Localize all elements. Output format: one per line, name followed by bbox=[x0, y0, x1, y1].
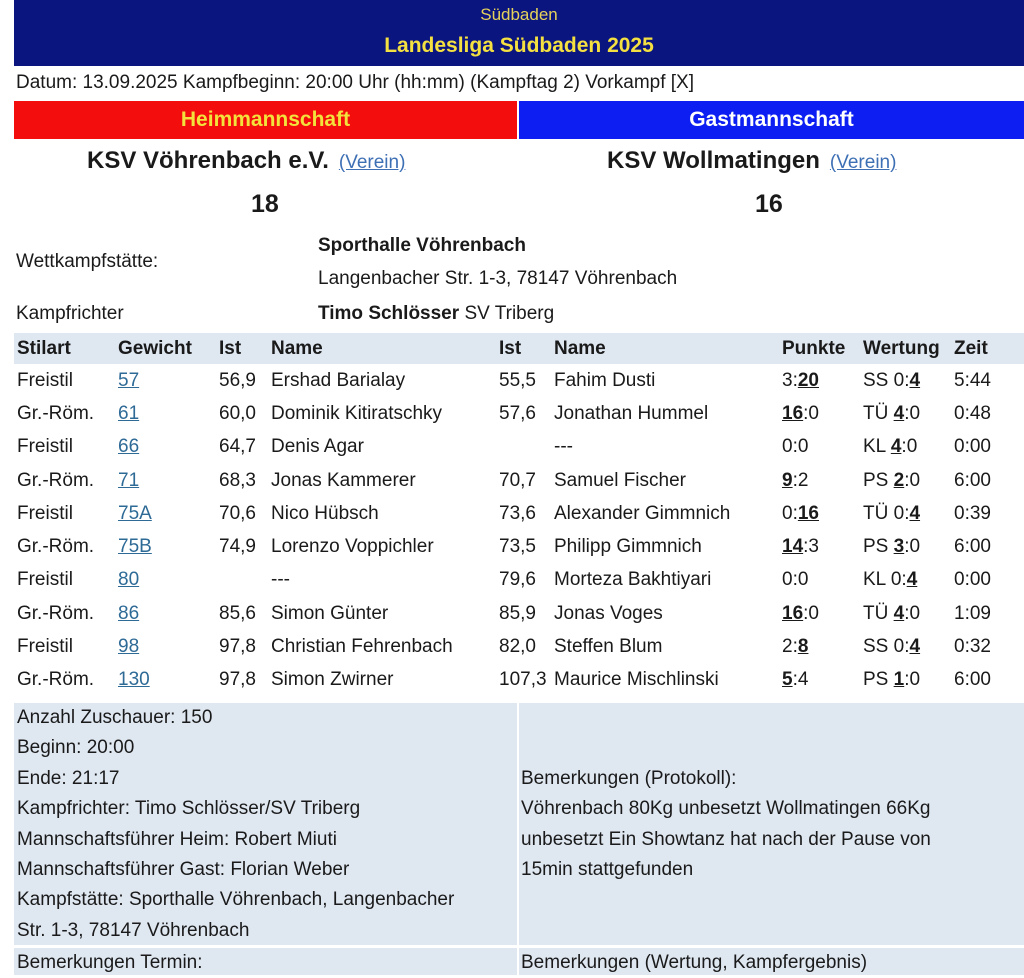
points-away: 3 bbox=[808, 536, 819, 558]
rating-type: KL bbox=[863, 569, 886, 591]
rating-away: 0 bbox=[909, 536, 921, 558]
rating-away: 0 bbox=[909, 669, 921, 691]
bout-weight-class bbox=[115, 630, 216, 663]
points-away: 4 bbox=[797, 669, 809, 691]
away-actual-weight: 73,6 bbox=[499, 502, 536, 524]
table-row bbox=[14, 530, 1024, 563]
weight-class-link[interactable]: 57 bbox=[118, 369, 140, 391]
bout-weight-class bbox=[115, 564, 216, 597]
rating-away: 0 bbox=[909, 402, 921, 424]
weight-class-link[interactable]: 86 bbox=[118, 602, 140, 624]
bout-weight-class bbox=[115, 464, 216, 497]
termin-remarks-label: Bemerkungen Termin: bbox=[17, 952, 203, 973]
points-home: 16 bbox=[782, 402, 804, 424]
bout-points: 0:0 bbox=[782, 436, 809, 458]
points-home: 3 bbox=[782, 369, 793, 391]
table-row bbox=[14, 564, 1024, 597]
bout-weight-class bbox=[115, 597, 216, 630]
bout-style: Freistil bbox=[17, 569, 73, 591]
away-club-link[interactable]: (Verein) bbox=[829, 152, 897, 173]
home-actual-weight: 85,6 bbox=[219, 602, 256, 624]
points-home: 9 bbox=[782, 469, 793, 491]
bout-rating: SS 0:4 bbox=[863, 636, 921, 658]
points-away: 8 bbox=[797, 636, 809, 658]
bout-points: 3:20 bbox=[782, 369, 819, 391]
away-team-header: Gastmannschaft bbox=[519, 101, 1024, 139]
home-wrestler-name: Simon Günter bbox=[271, 602, 389, 624]
bouts-table bbox=[14, 333, 1024, 697]
rating-home: 4 bbox=[893, 602, 905, 624]
protocol-remarks-line2: unbesetzt Ein Showtanz hat nach der Pause von bbox=[521, 828, 931, 850]
info-spectators: Anzahl Zuschauer: 150 bbox=[17, 707, 213, 728]
rating-away: 0 bbox=[909, 602, 921, 624]
away-actual-weight: 82,0 bbox=[499, 636, 536, 658]
points-home: 0 bbox=[782, 502, 793, 524]
bout-style: Gr.-Röm. bbox=[17, 536, 95, 558]
away-actual-weight: 85,9 bbox=[499, 602, 536, 624]
col-header-weight: Gewicht bbox=[115, 333, 216, 364]
referee-name: Timo Schlösser bbox=[318, 303, 460, 324]
away-actual-weight: 57,6 bbox=[499, 402, 536, 424]
weight-class-link[interactable]: 130 bbox=[118, 669, 150, 691]
away-wrestler-name: Steffen Blum bbox=[554, 636, 663, 658]
home-wrestler-name: Lorenzo Voppichler bbox=[271, 536, 434, 558]
home-team-header: Heimmannschaft bbox=[14, 101, 517, 139]
home-actual-weight: 97,8 bbox=[219, 636, 256, 658]
bout-style: Freistil bbox=[17, 636, 73, 658]
bout-points: 16:0 bbox=[782, 602, 819, 624]
rating-type: TÜ bbox=[863, 402, 889, 424]
bout-time: 0:00 bbox=[954, 569, 991, 591]
rating-home: 3 bbox=[893, 536, 905, 558]
termin-remarks-panel bbox=[14, 948, 517, 975]
col-header-weight-actual-home: Ist bbox=[216, 333, 268, 364]
points-away: 20 bbox=[797, 369, 819, 391]
rating-home: 0 bbox=[893, 636, 905, 658]
home-wrestler-name: Ershad Barialay bbox=[271, 369, 406, 391]
bout-weight-class bbox=[115, 364, 216, 397]
rating-type: TÜ bbox=[863, 602, 889, 624]
weight-class-link[interactable]: 66 bbox=[118, 436, 140, 458]
away-actual-weight bbox=[496, 431, 551, 464]
info-captain-home: Mannschaftsführer Heim: Robert Miuti bbox=[17, 828, 337, 850]
bout-weight-class bbox=[115, 530, 216, 563]
home-wrestler-name: Dominik Kitiratschky bbox=[271, 402, 443, 424]
away-wrestler-name: Philipp Gimmnich bbox=[554, 536, 702, 558]
protocol-remarks-panel bbox=[519, 703, 1024, 945]
rating-home: 0 bbox=[893, 502, 905, 524]
weight-class-link[interactable]: 75A bbox=[118, 502, 152, 524]
bout-style: Freistil bbox=[17, 502, 73, 524]
away-wrestler-name: Fahim Dusti bbox=[554, 369, 656, 391]
bout-time: 0:32 bbox=[954, 636, 991, 658]
bout-rating: KL 4:0 bbox=[863, 436, 918, 458]
table-row bbox=[14, 497, 1024, 530]
bout-rating: TÜ 0:4 bbox=[863, 502, 921, 524]
weight-class-link[interactable]: 98 bbox=[118, 636, 140, 658]
weight-class-link[interactable]: 80 bbox=[118, 569, 140, 591]
match-info-panel bbox=[14, 703, 517, 945]
rating-away: 0 bbox=[906, 436, 918, 458]
table-header-row bbox=[14, 333, 1024, 364]
home-wrestler-name: --- bbox=[271, 569, 290, 591]
points-home: 14 bbox=[782, 536, 804, 558]
points-away: 0 bbox=[808, 602, 819, 624]
away-score: 16 bbox=[755, 190, 783, 218]
venue-address: Langenbacher Str. 1-3, 78147 Vöhrenbach bbox=[318, 268, 678, 289]
home-actual-weight: 74,9 bbox=[219, 536, 256, 558]
rating-away: 4 bbox=[909, 369, 921, 391]
result-remarks-label: Bemerkungen (Wertung, Kampfergebnis) bbox=[521, 952, 868, 973]
home-actual-weight: 64,7 bbox=[219, 436, 256, 458]
table-row bbox=[14, 397, 1024, 430]
rating-home: 2 bbox=[893, 469, 905, 491]
bout-style: Freistil bbox=[17, 369, 73, 391]
rating-home: 0 bbox=[890, 569, 902, 591]
away-wrestler-name: Samuel Fischer bbox=[554, 469, 686, 491]
bout-time: 6:00 bbox=[954, 536, 991, 558]
col-header-rating: Wertung bbox=[860, 333, 951, 364]
home-score: 18 bbox=[251, 190, 279, 218]
match-date-line: Datum: 13.09.2025 Kampfbeginn: 20:00 Uhr (hh:mm) (Kampftag 2) Vorkampf [X] bbox=[16, 72, 695, 93]
protocol-remarks-line3: 15min stattgefunden bbox=[521, 859, 694, 881]
points-home: 0 bbox=[782, 436, 793, 458]
rating-away: 4 bbox=[906, 569, 918, 591]
bout-style: Gr.-Röm. bbox=[17, 402, 95, 424]
points-away: 0 bbox=[797, 569, 809, 591]
home-team bbox=[87, 147, 405, 175]
result-remarks-panel bbox=[519, 948, 1024, 975]
points-home: 5 bbox=[782, 669, 793, 691]
home-club-link[interactable]: (Verein) bbox=[338, 152, 406, 173]
home-wrestler-name: Christian Fehrenbach bbox=[271, 636, 453, 658]
rating-away: 4 bbox=[909, 502, 921, 524]
rating-home: 4 bbox=[890, 436, 902, 458]
points-away: 2 bbox=[797, 469, 809, 491]
home-actual-weight: 60,0 bbox=[219, 402, 256, 424]
away-actual-weight: 79,6 bbox=[499, 569, 536, 591]
home-actual-weight: 70,6 bbox=[219, 502, 256, 524]
away-team bbox=[607, 147, 896, 175]
protocol-remarks-line1: Vöhrenbach 80Kg unbesetzt Wollmatingen 66Kg bbox=[521, 798, 931, 820]
rating-home: 4 bbox=[893, 402, 905, 424]
weight-class-link[interactable]: 75B bbox=[118, 536, 152, 558]
referee-value bbox=[318, 303, 554, 325]
table-row bbox=[14, 597, 1024, 630]
bout-rating: TÜ 4:0 bbox=[863, 402, 921, 424]
bout-weight-class bbox=[115, 431, 216, 464]
rating-type: PS bbox=[863, 669, 889, 691]
bout-rating: PS 2:0 bbox=[863, 469, 921, 491]
bout-points: 16:0 bbox=[782, 402, 819, 424]
bouts-table-body bbox=[14, 364, 1024, 697]
league-region: Südbaden bbox=[480, 5, 558, 24]
bout-time: 0:00 bbox=[954, 436, 991, 458]
away-wrestler-name: Jonathan Hummel bbox=[554, 402, 709, 424]
bout-points: 2:8 bbox=[782, 636, 809, 658]
rating-type: PS bbox=[863, 469, 889, 491]
bout-time: 0:39 bbox=[954, 502, 991, 524]
rating-away: 4 bbox=[909, 636, 921, 658]
info-captain-away: Mannschaftsführer Gast: Florian Weber bbox=[17, 859, 350, 881]
col-header-points: Punkte bbox=[779, 333, 860, 364]
rating-type: SS bbox=[863, 369, 889, 391]
points-home: 16 bbox=[782, 602, 804, 624]
rating-type: TÜ bbox=[863, 502, 889, 524]
points-home: 0 bbox=[782, 569, 793, 591]
bout-rating: TÜ 4:0 bbox=[863, 602, 921, 624]
info-referee: Kampfrichter: Timo Schlösser/SV Triberg bbox=[17, 798, 361, 820]
away-actual-weight: 70,7 bbox=[499, 469, 536, 491]
bout-rating: KL 0:4 bbox=[863, 569, 918, 591]
info-start: Beginn: 20:00 bbox=[17, 737, 135, 759]
bout-rating: PS 3:0 bbox=[863, 536, 921, 558]
bout-points: 9:2 bbox=[782, 469, 809, 491]
bout-style: Gr.-Röm. bbox=[17, 669, 95, 691]
bout-weight-class bbox=[115, 664, 216, 697]
bout-points: 0:0 bbox=[782, 569, 809, 591]
league-title: Landesliga Südbaden 2025 bbox=[384, 34, 654, 57]
away-actual-weight: 107,3 bbox=[499, 669, 547, 691]
table-row bbox=[14, 464, 1024, 497]
home-actual-weight: 68,3 bbox=[219, 469, 256, 491]
col-header-weight-actual-away: Ist bbox=[496, 333, 551, 364]
away-team-name: KSV Wollmatingen bbox=[607, 147, 820, 174]
bout-time: 5:44 bbox=[954, 369, 991, 391]
points-away: 16 bbox=[797, 502, 819, 524]
points-away: 0 bbox=[797, 436, 809, 458]
referee-club: SV Triberg bbox=[464, 303, 555, 324]
bout-rating: SS 0:4 bbox=[863, 369, 921, 391]
home-wrestler-name: Simon Zwirner bbox=[271, 669, 394, 691]
bout-time: 6:00 bbox=[954, 469, 991, 491]
points-away: 0 bbox=[808, 402, 819, 424]
info-end: Ende: 21:17 bbox=[17, 767, 120, 789]
rating-type: PS bbox=[863, 536, 889, 558]
home-actual-weight bbox=[216, 564, 268, 597]
table-row bbox=[14, 431, 1024, 464]
rating-home: 0 bbox=[893, 369, 905, 391]
home-wrestler-name: Denis Agar bbox=[271, 436, 364, 458]
weight-class-link[interactable]: 71 bbox=[118, 469, 140, 491]
home-wrestler-name: Jonas Kammerer bbox=[271, 469, 416, 491]
referee-label: Kampfrichter bbox=[16, 303, 124, 324]
col-header-name-away: Name bbox=[551, 333, 779, 364]
league-header bbox=[14, 0, 1024, 66]
away-wrestler-name: Jonas Voges bbox=[554, 602, 663, 624]
weight-class-link[interactable]: 61 bbox=[118, 402, 140, 424]
venue-name: Sporthalle Vöhrenbach bbox=[318, 235, 526, 256]
home-actual-weight: 97,8 bbox=[219, 669, 256, 691]
venue-label: Wettkampfstätte: bbox=[16, 251, 159, 272]
away-wrestler-name: Alexander Gimmnich bbox=[554, 502, 731, 524]
bout-points: 5:4 bbox=[782, 669, 809, 691]
protocol-remarks-label: Bemerkungen (Protokoll): bbox=[521, 768, 737, 789]
bout-style: Gr.-Röm. bbox=[17, 469, 95, 491]
home-wrestler-name: Nico Hübsch bbox=[271, 502, 379, 524]
points-home: 2 bbox=[782, 636, 793, 658]
bout-weight-class bbox=[115, 397, 216, 430]
away-actual-weight: 73,5 bbox=[499, 536, 536, 558]
away-actual-weight: 55,5 bbox=[499, 369, 536, 391]
table-row bbox=[14, 364, 1024, 397]
rating-type: KL bbox=[863, 436, 886, 458]
away-wrestler-name: --- bbox=[554, 436, 573, 458]
info-venue-line1: Kampfstätte: Sporthalle Vöhrenbach, Langenbacher bbox=[17, 889, 455, 911]
bout-time: 0:48 bbox=[954, 402, 991, 424]
info-venue-line2: Str. 1-3, 78147 Vöhrenbach bbox=[17, 919, 250, 941]
bout-points: 14:3 bbox=[782, 536, 819, 558]
col-header-name-home: Name bbox=[268, 333, 496, 364]
bout-points: 0:16 bbox=[782, 502, 819, 524]
home-team-name: KSV Vöhrenbach e.V. bbox=[87, 147, 329, 174]
rating-type: SS bbox=[863, 636, 889, 658]
rating-away: 0 bbox=[909, 469, 921, 491]
rating-home: 1 bbox=[893, 669, 905, 691]
bout-style: Gr.-Röm. bbox=[17, 602, 95, 624]
table-row bbox=[14, 664, 1024, 697]
away-wrestler-name: Maurice Mischlinski bbox=[554, 669, 719, 691]
col-header-style: Stilart bbox=[14, 333, 115, 364]
away-wrestler-name: Morteza Bakhtiyari bbox=[554, 569, 712, 591]
bout-time: 1:09 bbox=[954, 602, 991, 624]
bout-weight-class bbox=[115, 497, 216, 530]
table-row bbox=[14, 630, 1024, 663]
home-actual-weight: 56,9 bbox=[219, 369, 256, 391]
bout-style: Freistil bbox=[17, 436, 73, 458]
bout-time: 6:00 bbox=[954, 669, 991, 691]
col-header-time: Zeit bbox=[951, 333, 1024, 364]
bout-rating: PS 1:0 bbox=[863, 669, 921, 691]
